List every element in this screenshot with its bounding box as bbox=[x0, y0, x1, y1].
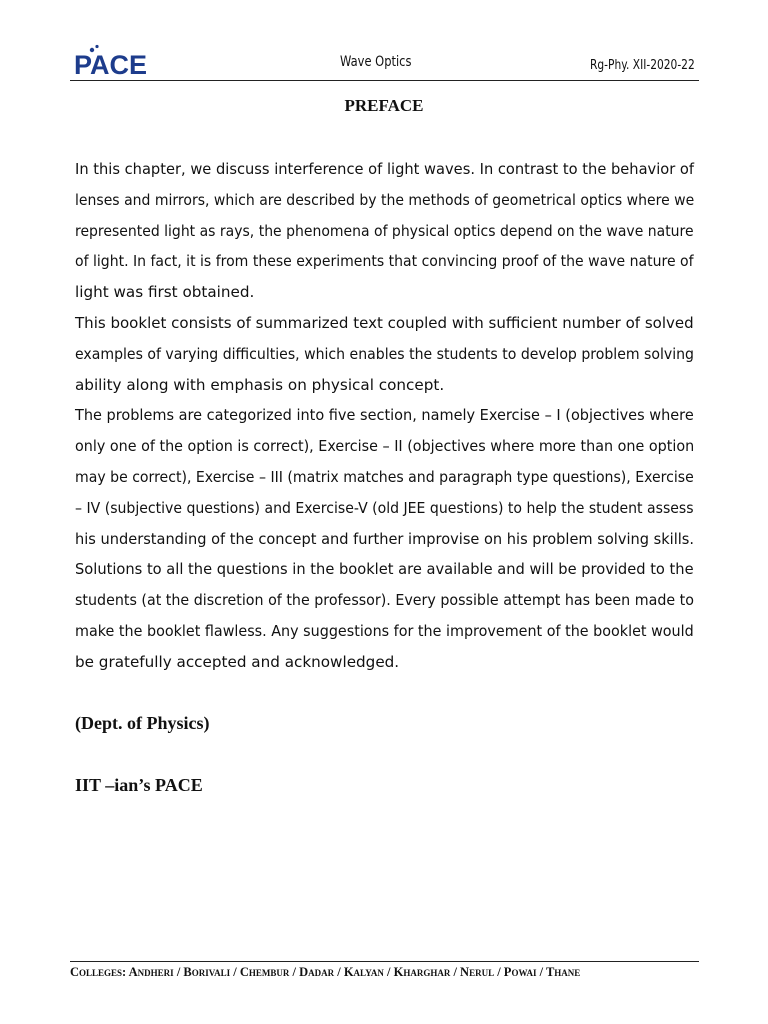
text-line: his understanding of the concept and further improvise on his problem solving skills. bbox=[75, 529, 695, 548]
page-header bbox=[70, 40, 699, 81]
text-line: only one of the option is correct), Exercise – II (objectives where more than one option bbox=[75, 437, 695, 456]
org-signature: IIT –ian’s PACE bbox=[75, 775, 203, 795]
text-line: represented light as rays, the phenomena of physical optics depend on the wave nature bbox=[75, 221, 694, 240]
colleges-list: Andheri / Borivali / Chembur / Dadar / Kalyan / Kharghar / Nerul / Powai / Thane bbox=[128, 965, 581, 979]
text-line: may be correct), Exercise – III (matrix matches and paragraph type questions), Exercise bbox=[75, 467, 694, 486]
page-title: PREFACE bbox=[344, 96, 424, 115]
text-line: make the booklet flawless. Any suggestions for the improvement of the booklet would bbox=[75, 621, 694, 640]
text-line: This booklet consists of summarized text coupled with sufficient number of solved bbox=[75, 313, 694, 332]
page-footer bbox=[70, 961, 699, 980]
text-line: Solutions to all the questions in the booklet are available and will be provided to the bbox=[75, 560, 694, 579]
header-code: Rg-Phy. XII-2020-22 bbox=[590, 58, 695, 73]
paragraph-3 bbox=[75, 400, 694, 677]
paragraph-1 bbox=[75, 154, 694, 308]
header-title: Wave Optics bbox=[340, 54, 412, 70]
text-line: In this chapter, we discuss interference of light waves. In contrast to the behavior of bbox=[75, 160, 695, 178]
text-line: – IV (subjective questions) and Exercise-V (old JEE questions) to help the student assess bbox=[75, 498, 694, 517]
preface-body bbox=[75, 154, 694, 678]
text-line: The problems are categorized into five section, namely Exercise – I (objectives where bbox=[75, 406, 694, 425]
text-line: students (at the discretion of the professor). Every possible attempt has been made to bbox=[75, 591, 694, 610]
text-line: lenses and mirrors, which are described by the methods of geometrical optics where we bbox=[75, 190, 695, 209]
colleges-label: Colleges: bbox=[70, 965, 127, 979]
text-line: be gratefully accepted and acknowledged. bbox=[75, 652, 400, 671]
text-line: light was first obtained. bbox=[75, 283, 255, 302]
pace-logo bbox=[74, 44, 154, 78]
text-line: of light. In fact, it is from these experiments that convincing proof of the wave nature of bbox=[75, 252, 694, 271]
logo-text: PACE bbox=[74, 50, 148, 80]
dept-signature: (Dept. of Physics) bbox=[75, 713, 210, 733]
paragraph-2 bbox=[75, 308, 694, 400]
text-line: ability along with emphasis on physical concept. bbox=[75, 375, 445, 394]
text-line: examples of varying difficulties, which enables the students to develop problem solving bbox=[75, 344, 694, 363]
